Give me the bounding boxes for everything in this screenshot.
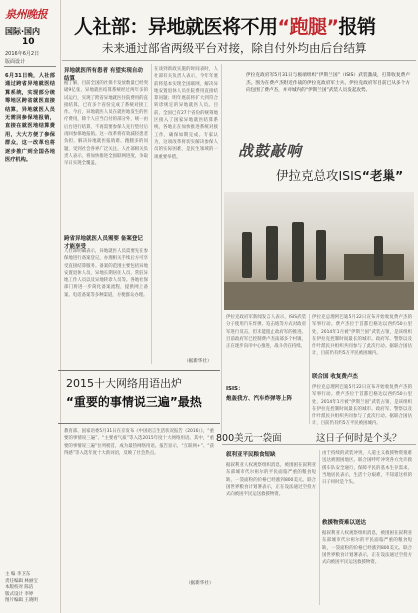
main-headline (74, 12, 376, 39)
bottom-text-2a: 由于持续的武装冲突，人道主义救援物资很难送达被围困地区。联合国呼吁冲突各方允许救援车队安全通行，保障平民的基本生存需求。当地居民表示，生活十分艰难，不知道这样的日子何时是个头。 (322, 451, 412, 486)
section-label: 国际·国内 (5, 27, 41, 36)
feature-title-prefix: 伊拉克总攻ISIS (276, 168, 362, 183)
masthead-logo: 泉州晚报 (5, 8, 47, 21)
main-subheadline: 未来通过部省两级平台对接，除自付外均由后台结算 (102, 41, 367, 55)
main-headline-prefix: 人社部：异地就医将不用 (74, 16, 278, 38)
bottom-headline-2: 这日子何时是个头？ (316, 433, 402, 444)
bottom-text-1: 据叙利亚人权观察组织消息，被围困在叙利亚东部城市代尔祖尔的平民面临严重的粮食短缺，一袋面粉的价格已经涨到800美元。联合国世界粮食计划署表示，正在设法通过空投方式向被困平民运送救援物资。 (226, 463, 316, 498)
photo-soldier-5 (374, 236, 383, 276)
page-number: 10 (22, 37, 35, 47)
photo-soldier-1 (242, 232, 252, 278)
article-lower-left-credit: （据新华社） (186, 581, 214, 586)
sidebar-divider (4, 66, 56, 67)
photo-soldier-4 (316, 230, 326, 280)
isis-subhead-1: ISIS： (226, 386, 244, 392)
article-subhead-2: 跨省异地就医人员需要 备案登记才能享受 (64, 236, 143, 250)
article-right-text-2: 伊拉克总理阿巴迪5月22日宣布开始收复费卢杰的军事行动。费卢杰位于首都巴格达以西约50公里处，2014年1月被“伊斯兰国”武装占领，是该组织在伊拉克控制时间最长的城市。政府军、警察以及什叶派民兵组织共同参与了此次行动。据联合国估计，目前仍有约5万平民被困城内。 (312, 385, 412, 427)
photo-soldier-2 (266, 226, 278, 280)
main-headline-highlight: “跑腿” (277, 16, 339, 38)
column-divider-1 (151, 64, 152, 364)
headline-divider (62, 60, 416, 61)
page-editor: 版面设计 (5, 59, 26, 65)
feature-title-quote: “老巢” (361, 168, 404, 183)
mid-headline-line2: “重要的事情说三遍”最热 (66, 395, 202, 409)
bottom-headline-1: 800美元一袋面 (216, 433, 282, 444)
column-divider-2 (221, 64, 222, 434)
sidebar-notice: 6月31日晚，人社部通过跨省异地就医结算系统，实现部分统筹地区跨省就医直接结算，异地就医人员无需回参保地报销，直接在就医地结算费用，大大方便了参保群众，这一改革也将逐步推广到全国各地医疗机构。 (5, 73, 55, 164)
column-divider-4 (319, 450, 320, 605)
left-sidebar (0, 0, 61, 613)
article-right-text: 伊拉克总理阿巴迪5月22日宣布开始收复费卢杰的军事行动。费卢杰位于首都巴格达以西约50公里处，2014年1月被“伊斯兰国”武装占领，是该组织在伊拉克控制时间最长的城市。政府军、警察以及什叶派民兵组织共同参与了此次行动。据联合国估计，目前仍有约5万平民被困城内。 (312, 315, 412, 357)
article-mid-text: 在谈到新政实施的时间表时，人社部有关负责人表示，今年年底前将基本实现全国联网，解决异地安置退休人员住院费用直接结算问题；明年底前将扩大到符合转诊规定的异地就医人员。目前，全国已有27个省份的统筹地区接入了国家异地就医结算系统，各地正在加快推进系统对接工作，确保如期完成。专家认为，这项改革将切实解决参保人员的实际困难，是民生领域的一项重要举措。 (154, 67, 218, 160)
news-photo (224, 192, 414, 310)
article-right-subhead: 联合国 收复费卢杰 (312, 374, 358, 380)
photo-caption: 伊拉克政府军5月31日与极端组织“伊斯兰国”（ISIS）武装激战，打算收复费卢杰。图为在费卢杰附近作战的伊拉克政府军士兵。伊拉克政府军目前已从多个方向包围了费卢杰，并对城内的“伊斯兰国”武装人员发起攻势。 (246, 73, 410, 94)
main-headline-suffix: 报销 (338, 16, 376, 38)
bottom-subhead-2: 救援物资难以送达 (322, 520, 367, 526)
article-mid-credit: （据新华社） (184, 359, 212, 364)
photo-ground (224, 282, 414, 310)
article-left-text-2: 人社部明确表示，异地就医人员需要先在参保地进行备案登记，办理相关手续后方可享受直接结算服务。备案的范围主要包括异地安置退休人员、异地长期居住人员、常驻异地工作人员以及异地转诊人员等。各地社保部门将进一步简化备案流程，提供网上备案、电话备案等多种渠道，方便群众办理。 (64, 249, 148, 298)
article-subhead-1: 异地就医所有患者 有望实现自动结算 (64, 68, 143, 82)
feature-label: 战鼓敲响 (238, 142, 303, 160)
isis-subhead-2: 炮轰我方、汽车炸弹等上阵 (226, 396, 293, 402)
article-lower-left-text: 教育部、国家语委5月31日在京发布《中国语言生活状况报告（2016）》，“重要的事情说三遍”、“主要看气质”等入选2015年度十大网络用语。其中，“重要的事情说三遍”位列榜首，成为最热网络用语。报告显示，“互联网+”、“获得感”等入选年度十大新词语，反映了社会热点。 (64, 429, 214, 456)
article-lower-mid-text: 伊拉克政府军新闻发言人表示，ISIS武装分子使用汽车炸弹、迫击炮等方式对政府军进行反击，但未能阻止政府军的推进。目前政府军已控制费卢杰南部多个村镇，正在逐步向市中心推进，战斗仍在持续。 (226, 315, 306, 350)
page-date: 2016年6月2日 (5, 51, 40, 57)
photo-soldier-3 (292, 222, 304, 282)
mid-headline-box (58, 370, 220, 424)
feature-title (276, 166, 403, 184)
bottom-text-2b: 据叙利亚人权观察组织消息，被围困在叙利亚东部城市代尔祖尔的平民面临严重的粮食短缺，一袋面粉的价格已经涨到800美元。联合国世界粮食计划署表示，正在设法通过空投方式向被困平民运送救援物资。 (322, 531, 412, 566)
bottom-rule (222, 444, 416, 445)
sidebar-credits: 主 编 李卫东 责任编辑 林丽宝 本版校对 陈洁 版式设计 李婷 图片编辑 王晓明 (5, 572, 38, 603)
mid-headline-line1: 2015十大网络用语出炉 (66, 377, 182, 390)
article-left-text-1: 据了解，目前全国的社保卡发放数量已经突破9亿张，异地就医结算系统经过两年多的试运行，实现了跨省异地就医住院费用的直接结算，已有多个省份完成了系统对接工作。今后，异地就医人员在就医地发生的医疗费用，除个人应当自付的部分外，统一由后台进行结算，不再需要参保人先行垫付后再回参保地报销。这一改革将有效减轻患者负担，解决异地就医报销难、跑腿多的问题，受到社会各界广泛关注。人社部相关负责人表示，将加快推进全国联网进度，争取早日实现全覆盖。 (64, 81, 148, 167)
column-divider-3 (309, 314, 310, 424)
bottom-subhead-1: 叙利亚平民粮食短缺 (226, 452, 276, 458)
